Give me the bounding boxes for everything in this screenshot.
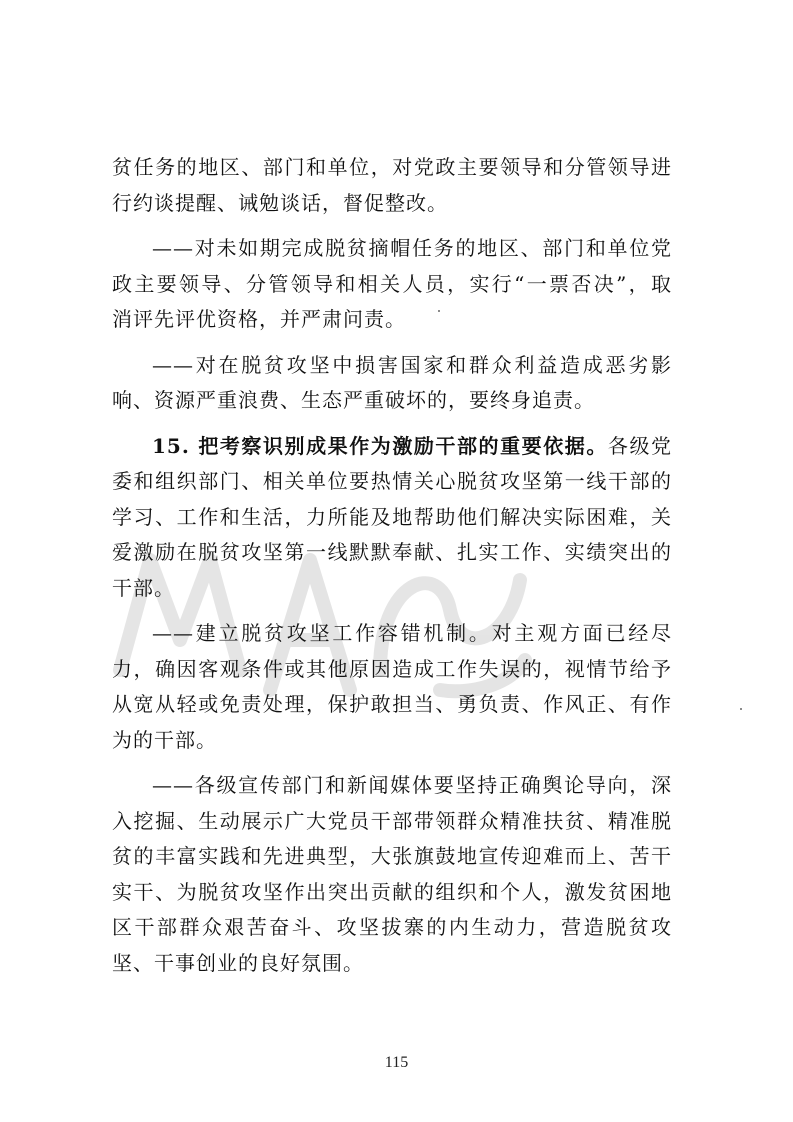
text-line: ——各级宣传部门和新闻媒体要坚持正确舆论导向，深 [152, 773, 672, 797]
text-line: 响、资源严重浪费、生态严重破坏的，要终身追责。 [112, 388, 595, 412]
text-line: 消评先评优资格，并严肃问责。 [112, 307, 406, 331]
text-fragment: 各级党 [607, 433, 673, 458]
text-line: 爱激励在脱贫攻坚第一线默默奉献、扎实工作、实绩突出的 [112, 540, 672, 564]
text-line: ——对未如期完成脱贫摘帽任务的地区、部门和单位党 [152, 236, 672, 260]
body-text [112, 150, 672, 981]
text-line [112, 429, 672, 465]
text-line: ——对在脱贫攻坚中损害国家和群众利益造成恶劣影 [152, 352, 672, 377]
text-line: 委和组织部门、相关单位要热情关心脱贫攻坚第一线干部的 [112, 469, 672, 493]
text-line: 为的干部。 [112, 727, 217, 752]
text-line: ——建立脱贫攻坚工作容错机制。对主观方面已经尽 [152, 621, 672, 645]
scan-speck [740, 708, 742, 710]
text-line: 从宽从轻或免责处理，保护敢担当、勇负责、作风正、有作 [112, 692, 672, 716]
text-line: 行约谈提醒、诫勉谈话，督促整改。 [112, 190, 448, 215]
scan-speck [438, 310, 440, 312]
text-line: 贫任务的地区、部门和单位，对党政主要领导和分管领导进 [112, 155, 672, 179]
text-line: 入挖掘、生动展示广大党员干部带领群众精准扶贫、精准脱 [112, 808, 672, 833]
text-line: 实干、为脱贫攻坚作出突出贡献的组织和个人，激发贫困地 [112, 879, 672, 904]
page-number: 115 [384, 1054, 409, 1071]
section-heading: 15. 把考察识别成果作为激励干部的重要依据。 [152, 433, 608, 458]
text-line: 政主要领导、分管领导和相关人员，实行“一票否决”，取 [112, 271, 672, 296]
text-line: 贫的丰富实践和先进典型，大张旗鼓地宣传迎难而上、苦干 [112, 844, 672, 868]
text-line: 学习、工作和生活，力所能及地帮助他们解决实际困难，关 [112, 504, 672, 529]
text-line: 干部。 [112, 575, 175, 600]
text-line: 力，确因客观条件或其他原因造成工作失误的，视情节给予 [112, 656, 672, 681]
text-line: 区干部群众艰苦奋斗、攻坚拔寨的内生动力，营造脱贫攻 [112, 915, 672, 939]
text-line: 坚、干事创业的良好氛围。 [112, 950, 364, 975]
